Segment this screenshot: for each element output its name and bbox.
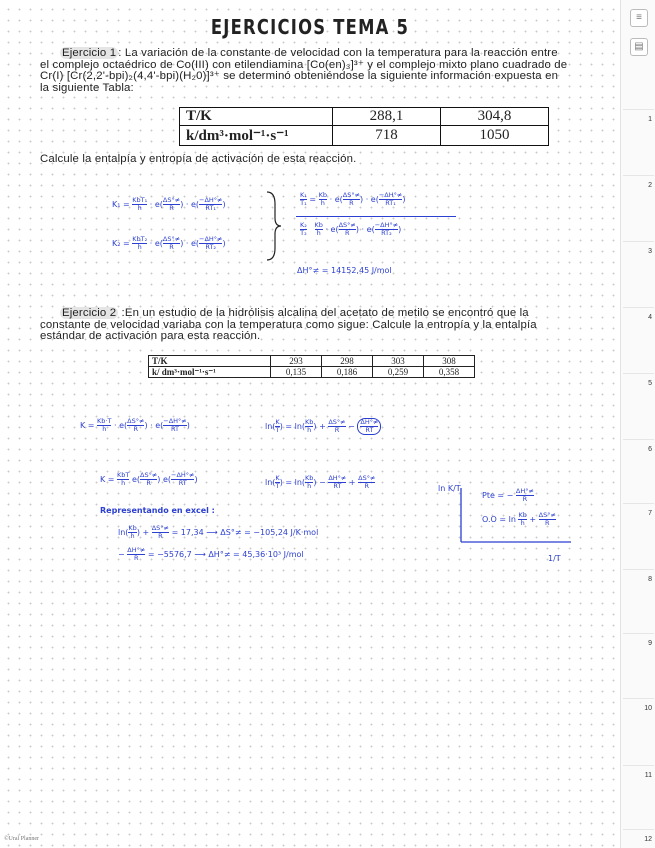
table-row (180, 126, 549, 146)
footer-credit: ©Ural Planner (4, 836, 40, 842)
table-cell: 288,1 (333, 108, 441, 126)
page-tab[interactable]: 9 (621, 640, 652, 647)
excel-result-1: ln( $\frac{Kb}{h}$ ) + $\frac{\Delta S^\circ\ne}{R}$ = 17,34 ⟶ ΔS°≠ = −105,24 J/K·mol (118, 524, 319, 540)
graph-y-label: ln K/T (438, 484, 461, 493)
menu-icon[interactable]: ≡ (630, 9, 648, 27)
graph-slope: Pte = − $\frac{\Delta H^\circ\ne}{R}$ (482, 487, 534, 503)
handwritten-ratio-bottom: $\frac{\text{K₂}}{\text{T₂}}$ $\frac{Kb}{h}$ · e( $\frac{\Delta S^\circ\ne}{R}$ ) · e( $\frac{-\Delta H^\circ\ne}{\text{RT₂}}$ ) (300, 221, 402, 237)
page-tab[interactable]: 12 (621, 836, 652, 843)
table-row (149, 367, 475, 378)
page-title: EJERCICIOS TEMA 5 (210, 15, 410, 39)
curly-brace-icon (263, 190, 283, 262)
question-1: Calcule la entalpía y entropía de activación de esta reacción. (40, 153, 357, 165)
page-tab[interactable]: 1 (621, 116, 652, 123)
table-header-rate-constant: k/ dm³·mol⁻¹·s⁻¹ (149, 367, 271, 378)
page-tab[interactable]: 3 (621, 248, 652, 255)
exercise-2-statement: Ejercicio 2 :En un estudio de la hidrólisis alcalina del acetato de metilo se encontró que la constante de velocidad variaba con la temperatura como sigue: Calcule la entropía y la entalpía estándar de activación para esta reacción. (40, 307, 537, 343)
table-header-rate-constant: k/dm³·mol⁻¹·s⁻¹ (180, 126, 333, 146)
excel-heading: Representando en excel : (100, 506, 215, 515)
handwritten-eq-k1: K₁ = KbT₁ h · e( $\frac{\Delta S^\circ\ne}{R}$ ) · e( $\frac{-\Delta H^\circ\ne}{\text{RT₁}}$ ) (112, 196, 226, 212)
table-cell: 0,186 (322, 367, 373, 378)
table-cell: 293 (271, 356, 322, 367)
table-cell: 308 (424, 356, 475, 367)
exercise-2-label: Ejercicio 2 (62, 307, 117, 319)
page-tab[interactable]: 8 (621, 576, 652, 583)
page-sidebar (620, 0, 655, 848)
page-tab[interactable]: 11 (621, 772, 652, 779)
graph-intercept: O.O = ln $\frac{Kb}{h}$ + $\frac{\Delta S^\circ\ne}{R}$ (482, 511, 556, 527)
table-row (180, 108, 549, 126)
data-table-ex1 (179, 107, 549, 146)
page-tab[interactable]: 7 (621, 510, 652, 517)
table-cell: 0,135 (271, 367, 322, 378)
handwritten-ratio-top: $\frac{\text{K₁}}{\text{T₁}}$ = $\frac{Kb}{h}$ · e( $\frac{\Delta S^\circ\ne}{R}$ ) · e( $\frac{-\Delta H^\circ\ne}{\text{RT₁}}$ ) (300, 191, 406, 207)
table-cell: 303 (373, 356, 424, 367)
exercise-1-statement: Ejercicio 1 : La variación de la constante de velocidad con la temperatura para la reacción entre el complejo octaédrico de Co(III) con etilendiamina [Co(en)₃]³⁺ y el complejo mixto plano cuadrado de Cr(I) [Cr(2,2'-bpi)₂(4,4'-bpi)(H₂0)]³⁺ se determinó obteniéndose la siguiente información expuesta en la siguiente Tabla: (40, 47, 568, 94)
page-tab[interactable]: 10 (621, 705, 652, 712)
handwritten-eq-k-2: K = KbT h e( $\frac{\Delta S^\circ\ne}{R}$ ) e( $\frac{-\Delta H^\circ\ne}{RT}$ ) (100, 471, 198, 487)
handwritten-ln-eq-2: ln( $\frac{K}{T}$ ) = ln( $\frac{Kb}{h}$ ) − $\frac{\Delta H^\circ\ne}{RT}$ + $\frac{\Delta S^\circ\ne}{R}$ (265, 474, 376, 490)
page-tab[interactable]: 2 (621, 182, 652, 189)
notes-icon[interactable]: ▤ (630, 38, 648, 56)
table-header-temperature: T/K (149, 356, 271, 367)
fraction-bar (296, 216, 456, 217)
handwritten-result-dh: ΔH°≠ = 14152,45 J/mol (297, 266, 392, 275)
handwritten-ln-eq-1: ln( $\frac{K}{T}$ ) = ln( $\frac{Kb}{h}$ ) + $\frac{\Delta S^\circ\ne}{R}$ − $\frac{\Delta H^\circ\ne}{RT}$ (265, 418, 381, 435)
table-cell: 1050 (441, 126, 549, 146)
table-row (149, 356, 475, 367)
page-tab[interactable]: 5 (621, 380, 652, 387)
handwritten-eq-k: K = $\frac{Kb\cdot T}{h}$ · e( $\frac{\Delta S^\circ\ne}{R}$ ) · e( $\frac{-\Delta H^\circ\ne}{RT}$ ) (80, 417, 190, 433)
data-table-ex2 (148, 355, 475, 378)
table-cell: 298 (322, 356, 373, 367)
page-tab[interactable]: 6 (621, 446, 652, 453)
table-cell: 0,358 (424, 367, 475, 378)
excel-result-2: − $\frac{\Delta H^\circ\ne}{R}$ = −5576,7 ⟶ ΔH°≠ = 45,36·10³ J/mol (118, 546, 304, 562)
table-cell: 718 (333, 126, 441, 146)
table-cell: 0,259 (373, 367, 424, 378)
handwritten-eq-k2: K₂ = KbT₂ h · e( $\frac{\Delta S^\circ\ne}{R}$ ) · e( $\frac{-\Delta H^\circ\ne}{\text{RT₂}}$ ) (112, 235, 226, 251)
graph-x-label: 1/T (548, 554, 561, 563)
table-header-temperature: T/K (180, 108, 333, 126)
page-tab[interactable]: 4 (621, 314, 652, 321)
table-cell: 304,8 (441, 108, 549, 126)
exercise-1-label: Ejercicio 1 (62, 47, 117, 59)
